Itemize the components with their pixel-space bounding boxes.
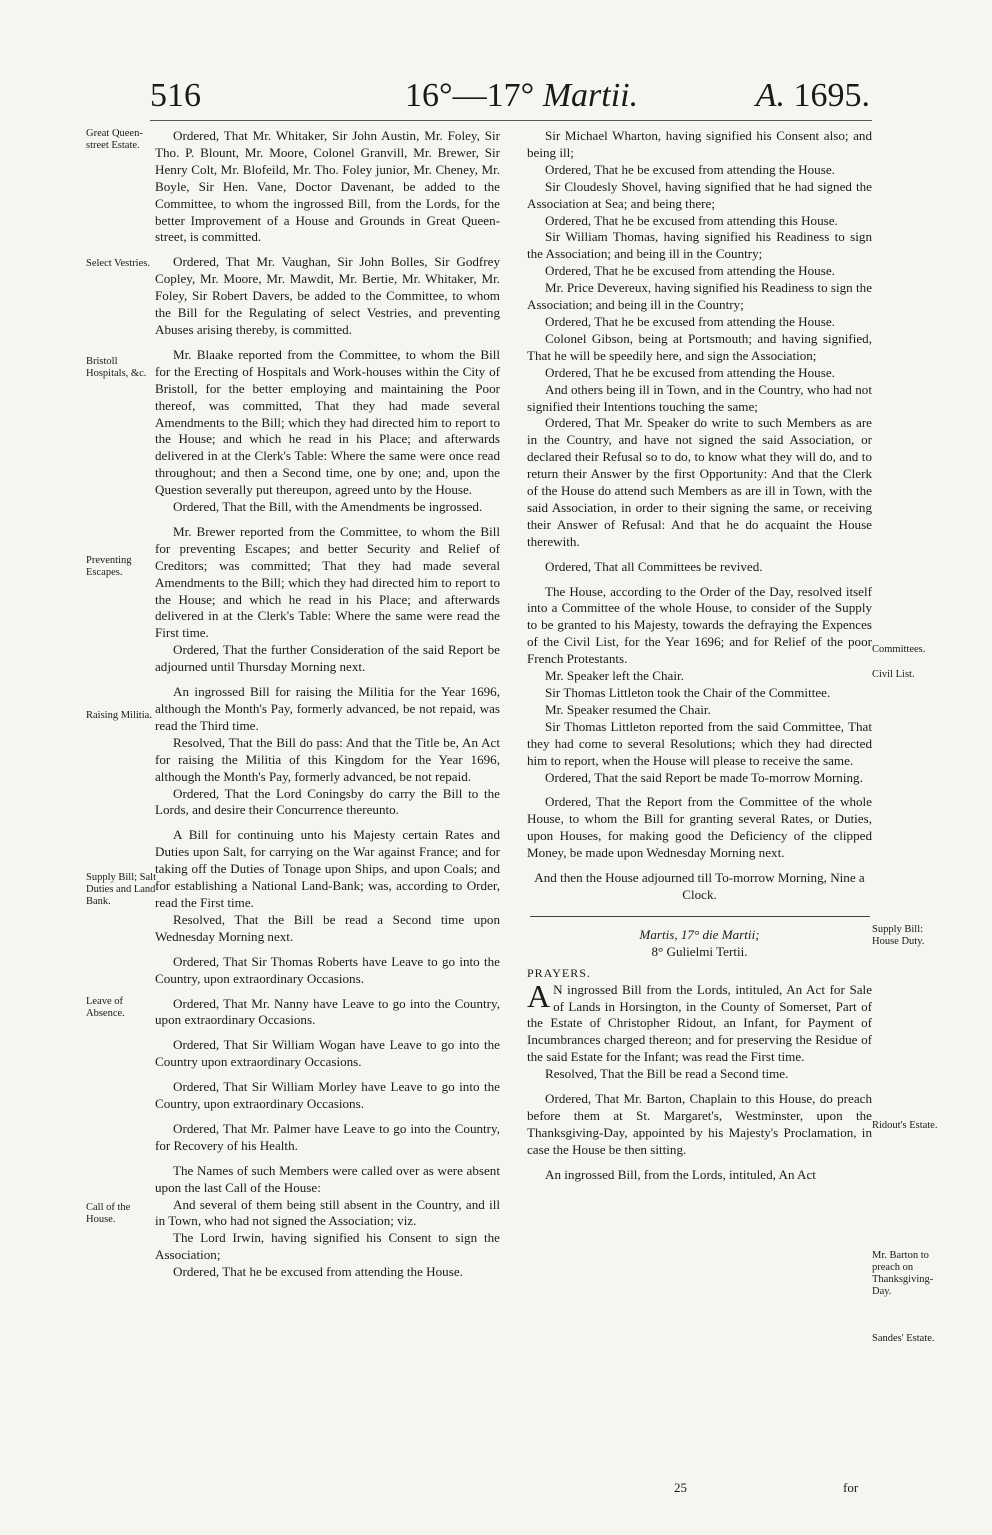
paragraph: Sir Thomas Littleton reported from the said Committee, That they had come to several Resolutions; which they had directed him to report, when the House will please to receive the same. [527, 718, 872, 768]
header-date-days: 16°—17° [405, 77, 535, 114]
margin-note-sandes: Sandes' Estate. [872, 1333, 935, 1344]
paragraph: Ordered, That Sir William Wogan have Leave to go into the Country upon extraordinary Occasions. [155, 1037, 500, 1070]
margin-note-preventing-escapes: Preventing Escapes. [86, 555, 132, 578]
margin-note-call-house: Call of the House. [86, 1202, 131, 1225]
paragraph: Sir Thomas Littleton took the Chair of the Committee. [545, 685, 831, 700]
margin-note-civil-list: Civil List. [872, 669, 915, 680]
paragraph: And several of them being still absent in the Country, and ill in Town, who had not signed the Association; viz. [155, 1196, 500, 1229]
margin-note-select-vestries: Select Vestries. [86, 258, 150, 269]
paragraph: Mr. Price Devereux, having signified his Readiness to sign the Association; and being ill in the Country; [527, 280, 872, 313]
paragraph: And others being ill in Town, and in the Country, who had not signified their Intentions touching the same; [527, 381, 872, 414]
margin-note-barton: Mr. Barton to preach on Thanksgiving-Day. [872, 1250, 934, 1297]
reign-heading: 8° Gulielmi Tertii. [651, 943, 748, 959]
catchword: for [843, 1480, 859, 1495]
paragraph: Ordered, That the Lord Coningsby do carry the Bill to the Lords, and desire their Concurrence thereunto. [155, 785, 500, 818]
paragraph: Sir William Thomas, having signified his Readiness to sign the Association; and being ill in the Country; [527, 229, 872, 262]
paragraph: Ordered, That Mr. Barton, Chaplain to this House, do preach before them at St. Margaret's, Westminster, upon the Thanksgiving-Day, appointed by his Majesty's Proclamation, in case the House be then sitting. [527, 1091, 872, 1157]
header-year-number: 1695. [793, 77, 870, 114]
paragraph: Ordered, That Mr. Palmer have Leave to go into the Country, for Recovery of his Health. [155, 1120, 500, 1153]
paragraph: Ordered, That Mr. Whitaker, Sir John Austin, Mr. Foley, Sir Tho. P. Blount, Mr. Moore, Colonel Granvill, Mr. Brewer, Sir Henry Colt, Mr. Blofeild, Mr. Tho. Foley junior, Mr. Cheney, Mr. Boyle, Sir Hen. Vane, Doctor Davenant, be added to the Committee, to whom the ingrossed Bill, from the Lords, for the better Improvement of a House and Grounds in Great Queen-street, is committed. [155, 128, 500, 245]
paragraph: Ordered, That he be excused from attending the House. [173, 1264, 463, 1280]
margin-note-supply-bill: Supply Bill; Salt Duties and Land Bank. [86, 872, 157, 907]
paragraph: Ordered, That all Committees be revived. [545, 558, 763, 574]
left-column [155, 128, 500, 1281]
page-number: 516 [150, 77, 201, 114]
paragraph: Ordered, That the further Consideration of the said Report be adjourned until Thursday Morning next. [155, 642, 500, 675]
drop-cap: A [527, 977, 551, 1014]
paragraph: The Names of such Members were called over as were absent upon the last Call of the House: [155, 1162, 500, 1195]
section-rule [530, 916, 870, 917]
signature-mark: 25 [674, 1480, 687, 1495]
margin-note-great-queen-street: Great Queen-street Estate. [86, 128, 143, 151]
paragraph: Ordered, That Sir William Morley have Leave to go into the Country, upon extraordinary Occasions. [155, 1079, 500, 1112]
page-header [150, 76, 870, 118]
paragraph: Ordered, That Mr. Speaker do write to such Members as are in the Country, and have not signed the said Association, or declared their Refusal so to do, to know what they will do, and to return their Answer by the first Opportunity: And that the Clerk of the House do attend such Members as are ill in Town, with the said Association, in order to their signing the same, or receiving their Answer of Refusal: And that he do acquaint the House therewith. [527, 415, 872, 549]
margin-note-ridout: Ridout's Estate. [872, 1120, 938, 1131]
paragraph: Mr. Speaker left the Chair. [545, 668, 684, 684]
paragraph: Mr. Brewer reported from the Committee, to whom the Bill for preventing Escapes; and better Security and Relief of Creditors; was committed; That they had made several Amendments to the Bill; which they had directed him to report to the House; and which he read in his Place; and afterwards delivered in at the Clerk's Table: Where the same were read the First time. [155, 523, 500, 641]
paragraph: Ordered, That he be excused from attending the House. [545, 364, 835, 380]
paragraph: The Lord Irwin, having signified his Consent to sign the Association; [155, 1230, 500, 1263]
margin-note-leave-absence: Leave of Absence. [86, 996, 125, 1019]
paragraph: Ordered, That Sir Thomas Roberts have Leave to go into the Country, upon extraordinary Occasions. [155, 953, 500, 986]
paragraph: Ordered, That the said Report be made To-morrow Morning. [545, 769, 863, 785]
right-column [527, 128, 872, 1184]
paragraph: Resolved, That the Bill be read a Second time. [545, 1066, 789, 1082]
paragraph: Ordered, That he be excused from attending the House. [545, 161, 835, 177]
adjournment: And then the House adjourned till To-morrow Morning, Nine a Clock. [534, 870, 865, 902]
day-heading [527, 927, 872, 944]
paragraph: Mr. Speaker resumed the Chair. [545, 701, 711, 717]
paragraph: Mr. Blaake reported from the Committee, to whom the Bill for the Erecting of Hospitals and Work-houses within the City of Bristoll, for the better employing and maintaining the Poor thereof, was committed, That they had made several Amendments to the Bill; which they had directed him to report to the House; and which he read in his Place; and afterwards delivered in at the Clerk's Table: Where the same were once read throughout; and then a Second time, one by one; and, upon the Question severally put thereupon, agreed unto by the House. [155, 346, 500, 498]
margin-note-raising-militia: Raising Militia. [86, 710, 152, 721]
paragraph: Resolved, That the Bill do pass: And that the Title be, An Act for raising the Militia of this Kingdom for the Year 1696, although the Month's Pay, formerly advanced, be not repaid. [155, 734, 500, 784]
margin-note-committees: Committees. [872, 644, 926, 655]
paragraph: An ingrossed Bill for raising the Militia for the Year 1696, although the Month's Pay, formerly advanced, be not repaid, was read the Third time. [155, 684, 500, 733]
paragraph: The House, according to the Order of the Day, resolved itself into a Committee of the whole House, to consider of the Supply to be granted to his Majesty, towards the defraying the Expences of the Civil List, for the Year 1696; and for Relief of the poor French Protestants. [527, 583, 872, 667]
paragraph: Ordered, That the Report from the Committee of the whole House, to whom the Bill for granting several Rates, or Duties, upon Houses, for making good the Deficiency of the clipped Money, be made upon Wednesday Morning next. [527, 794, 872, 861]
header-year [756, 76, 870, 116]
paragraph: Ordered, That he be excused from attending this House. [545, 212, 838, 228]
header-year-prefix: A. [755, 77, 785, 114]
day-heading-text: Martis, 17° die Martii; [639, 926, 760, 942]
prayers-heading: PRAYERS. [527, 965, 591, 980]
margin-note-bristoll: Bristoll Hospitals, &c. [86, 356, 147, 379]
header-rule [150, 120, 872, 121]
paragraph [527, 977, 872, 1067]
paragraph-text: N ingrossed Bill from the Lords, intituled, An Act for Sale of Lands in Horsington, in the County of Somerset, Part of the Estate of Christopher Ridout, an Infant, for Payment of Incumbrances charged thereon; and for preserving the Residue of the said Estate for the Infant; was read the First time. [527, 981, 872, 1065]
header-date [405, 76, 638, 116]
paragraph: Resolved, That the Bill be read a Second time upon Wednesday Morning next. [155, 911, 500, 944]
paragraph: Ordered, That Mr. Vaughan, Sir John Bolles, Sir Godfrey Copley, Mr. Moore, Mr. Mawdit, Mr. Bertie, Mr. Whitaker, Mr. Foley, Sir Robert Davers, be added to the Committee, to whom the Bill for the Regulating of select Vestries, and preventing Abuses arising thereby, is committed. [155, 254, 500, 337]
paragraph: A Bill for continuing unto his Majesty certain Rates and Duties upon Salt, for carrying on the War against France; and for taking off the Duties of Tonage upon Ships, and upon Coals; and for establishing a National Land-Bank; was, according to Order, read the First time. [155, 827, 500, 910]
paragraph: Ordered, That the Bill, with the Amendments be ingrossed. [173, 499, 483, 515]
paragraph: Ordered, That he be excused from attending the House. [545, 313, 835, 329]
paragraph: Sir Michael Wharton, having signified his Consent also; and being ill; [527, 128, 872, 160]
paragraph: Sir Cloudesly Shovel, having signified that he had signed the Association at Sea; and being there; [527, 178, 872, 211]
paragraph: Ordered, That he be excused from attending the House. [545, 263, 835, 279]
margin-note-supply-house-duty: Supply Bill: House Duty. [872, 924, 925, 947]
paragraph: Ordered, That Mr. Nanny have Leave to go into the Country, upon extraordinary Occasions. [155, 995, 500, 1028]
header-month: Martii. [542, 77, 639, 114]
paragraph: An ingrossed Bill, from the Lords, intituled, An Act [545, 1166, 816, 1182]
paragraph: Colonel Gibson, being at Portsmouth; and having signified, That he will be speedily here, and sign the Association; [527, 330, 872, 363]
